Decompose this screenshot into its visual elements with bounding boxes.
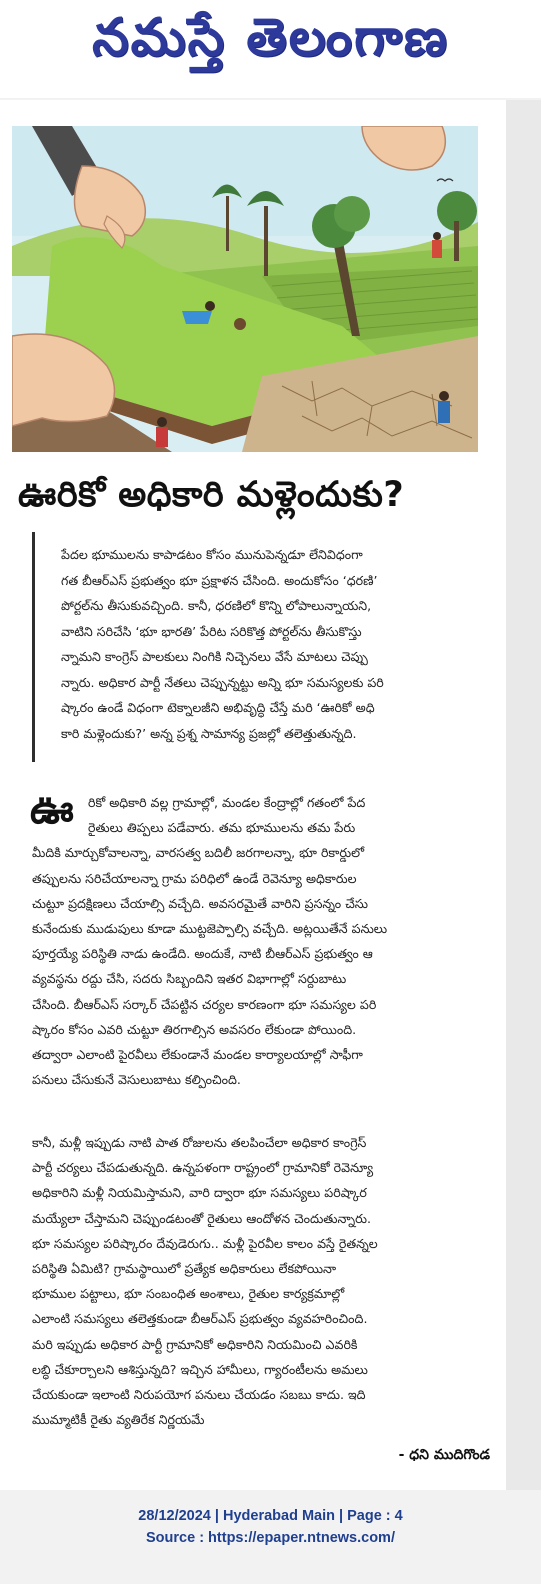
text-line: భూ సమస్యల పరిష్కారం దేవుడెరుగు.. మళ్లీ పైరవీల కాలం వస్తే రైతన్నల	[32, 1235, 378, 1251]
drop-cap: ఊ	[30, 787, 74, 833]
text-line: పోర్టల్‌ను తీసుకువచ్చింది. కానీ, ధరణిలో కొన్ని లోపాలున్నాయని,	[61, 598, 372, 613]
masthead-logo: నమస్తే తెలంగాణ	[92, 8, 449, 68]
text-line: తద్వారా ఎలాంటి పైరవీలు లేకుండానే మండల కార్యాలయాల్లో సాఫీగా	[32, 1047, 363, 1063]
text-line: గత బీఆర్‌ఎస్‌ ప్రభుత్వం భూ ప్రక్షాళన చేసింది. అందుకోసం ‘ధరణి’	[61, 572, 378, 588]
text-line: మరి ఇప్పుడు అధికార పార్టీ గ్రామానికో అధికారిని నియమించి ఎవరికి	[32, 1336, 358, 1352]
text-line: రికో అధికారి వల్ల గ్రామాల్లో, మండల కేంద్రాల్లో గతంలో పేద	[88, 795, 366, 810]
article-headline: ఊరికో అధికారి మళ్లెందుకు?	[18, 475, 405, 515]
text-line: పనులు చేసుకునే వెసులుబాటు కల్పించింది.	[32, 1072, 241, 1088]
text-line: న్నారు. అధికార పార్టీ నేతలు చెప్పున్నట్టు అన్ని భూ సమస్యలకు పరి	[61, 674, 384, 690]
text-line: కానీ, మళ్లీ ఇప్పుడు నాటి పాత రోజులను తలపించేలా అధికార కాంగ్రెస్‌	[32, 1135, 367, 1150]
text-line: పరిస్థితి ఏమిటి? గ్రామస్థాయిలో ప్రత్యేక అధికారులు లేకపోయినా	[32, 1261, 337, 1277]
article-paragraph-1	[32, 790, 502, 1092]
text-line: ముమ్మాటికీ రైతు వ్యతిరేక నిర్ణయమే	[32, 1412, 205, 1428]
text-line: వ్యవస్థను రద్దు చేసి, సదరు సిబ్బందిని ఇతర విభాగాల్లో సర్దుబాటు	[32, 971, 347, 987]
newspaper-masthead	[0, 0, 541, 98]
text-line: పేదల భూములను కాపాడటం కోసం మునుపెన్నడూ లేనివిధంగా	[61, 547, 363, 562]
edition-info: 28/12/2024 | Hyderabad Main | Page : 4	[138, 1508, 403, 1524]
article-intro	[61, 542, 501, 746]
page-footer	[0, 1505, 541, 1549]
text-line: పార్టీ చర్యలు చేపడుతున్నది. ఉన్నపళంగా రాష్ట్రంలో గ్రామానికో రెవెన్యూ	[32, 1160, 374, 1176]
text-line: కునేందుకు ముడుపులు కూడా ముట్టజెప్పాల్సి వచ్చేది. అట్లయితేనే పనులు	[32, 921, 388, 937]
text-line: చుట్టూ ప్రదక్షిణలు చేయాల్సి వచ్చేది. అవసరమైతే వారిని ప్రసన్నం చేసు	[32, 895, 368, 911]
text-line: మీదికి మార్చుకోవాలన్నా, వారసత్వ బదిలీ జరగాలన్నా, భూ రికార్డులో	[32, 845, 365, 861]
page-margin	[506, 100, 541, 1490]
article-paragraph-2	[32, 1130, 502, 1432]
text-line: ష్కారం కోసం ఎవరి చుట్టూ తిరగాల్సిన అవసరం లేకుండా పోయింది.	[32, 1021, 357, 1037]
article-byline: - ధని ముదిగొండ	[398, 1447, 490, 1463]
text-line: చేసింది. బీఆర్‌ఎస్‌ సర్కార్‌ చేపట్టిన చర్యల కారణంగా భూ సమస్యల పరి	[32, 996, 377, 1012]
text-line: రైతులు తిప్పలు పడేవారు. తమ భూములను తమ పేరు	[88, 820, 356, 836]
text-line: ష్కారం ఉండే విధంగా టెక్నాలజీని అభివృద్ధి చేస్తే మరి ‘ఊరికో అధి	[61, 700, 375, 715]
text-line: అధికారిని మళ్లీ నియమిస్తామని, వారి ద్వారా భూ సమస్యలు పరిష్కార	[32, 1185, 367, 1201]
text-line: పూర్తయ్యే పరిస్థితి నాడు ఉండేది. అందుకే, నాటి బీఆర్‌ఎస్‌ ప్రభుత్వం ఆ	[32, 946, 373, 962]
source-link[interactable]: Source : https://epaper.ntnews.com/	[146, 1530, 395, 1546]
text-line: లబ్ధి చేకూర్చాలని ఆశిస్తున్నది? ఇచ్చిన హామీలు, గ్యారంటీలను అమలు	[32, 1361, 368, 1377]
article-illustration	[12, 126, 478, 452]
text-line: కారి మళ్లెందుకు?’ అన్న ప్రశ్న సామాన్య ప్రజల్లో తలెత్తుతున్నది.	[61, 725, 357, 741]
text-line: మయ్యేలా చేస్తామని చెప్పుండటంతో రైతులు ఆందోళన చెందుతున్నారు.	[32, 1210, 371, 1226]
text-line: భూముల పట్టాలు, భూ సంబంధిత అంశాలు, రైతుల కార్యక్రమాల్లో	[32, 1286, 345, 1302]
text-line: తప్పులను సరిచేయాలన్నా గ్రామ పరిధిలో ఉండే రెవెన్యూ అధికారుల	[32, 870, 357, 886]
text-line: వాటిని సరిచేసి ‘భూ భారతి’ పేరిట సరికొత్త పోర్టల్‌ను తీసుకొస్తు	[61, 623, 362, 639]
text-line: ఎలాంటి సమస్యలు తలెత్తకుండా బీఆర్‌ఎస్‌ ప్రభుత్వం వ్యవహరించింది.	[32, 1311, 368, 1327]
text-line: చేయకుండా ఇలాంటి నిరుపయోగ పనులు చేయడం సబబు కాదు. ఇది	[32, 1387, 366, 1403]
text-line: న్నామని కాంగ్రెస్‌ పాలకులు నింగికి నిచ్చెనలు వేసే మాటలు చెప్పు	[61, 649, 368, 664]
